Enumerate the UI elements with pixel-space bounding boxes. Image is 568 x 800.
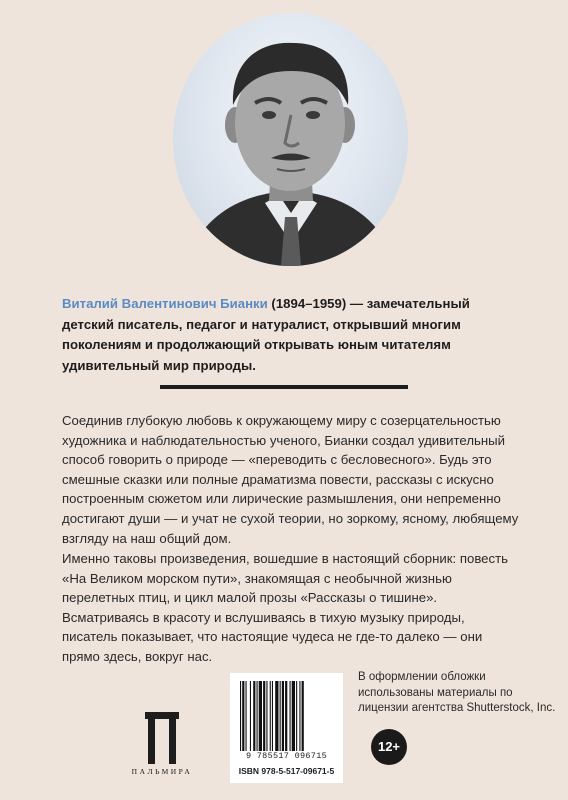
barcode-bar (280, 681, 281, 751)
barcode-bar (290, 681, 291, 751)
author-photo (173, 13, 408, 266)
section-divider (160, 385, 408, 389)
barcode-bar (282, 681, 284, 751)
author-intro (62, 294, 522, 376)
publisher-name: ПАЛЬМИРА (131, 767, 193, 776)
barcode-bar (266, 681, 267, 751)
isbn: ISBN 978-5-517-09671-5 (238, 766, 335, 776)
barcode-bar (299, 681, 300, 751)
barcode-bar (275, 681, 278, 751)
palmyra-column-logo-icon (145, 712, 179, 764)
barcode-bar (292, 681, 295, 751)
barcode-block (230, 673, 343, 783)
age-rating-badge: 12+ (371, 729, 407, 765)
barcode-bar (250, 681, 251, 751)
author-intro-text: (1894–1959) — замечательный детский писатель, педагог и натуралист, открывший многим поколениям и продолжающий открывать юным читателям удивительный мир природы. (62, 296, 470, 373)
description-paragraph-1: Соединив глубокую любовь к окружающему миру с созерцательностью художника и наблюдательностью ученого, Бианки создал удивительный способ говорить о природе — «переводить с бесловесного». Будь это смешные сказки или полные драматизма повести, рассказы с искусно построенным сюжетом или лирические размышления, они непременно достигают души — и учат не сухой теории, но зоркому, ясному, любящему взгляду на наш общий дом. (62, 413, 519, 546)
barcode-bar (253, 681, 255, 751)
barcode-bar (285, 681, 287, 751)
barcode-bar (257, 681, 258, 751)
barcode-bar (242, 681, 244, 751)
barcode-digits: 9 785517 096715 (245, 751, 327, 761)
barcode (238, 681, 335, 753)
author-portrait (173, 13, 408, 266)
barcode-bar (263, 681, 265, 751)
barcode-bar (240, 681, 241, 751)
author-name: Виталий Валентинович Бианки (62, 296, 268, 311)
image-credit: В оформлении обложки использованы материалы по лицензии агентства Shutterstock, Inc. (358, 671, 556, 714)
description-paragraph-2: Именно таковы произведения, вошедшие в настоящий сборник: повесть «На Великом морском пути», знакомящая с необычной жизнью перелетных птиц, и цикл малой прозы «Рассказы о тишине». Всматриваясь в красоту и вслушиваясь в тихую музыку природы, писатель показывает, что настоящие чудеса не где-то далеко — они прямо здесь, вокруг нас. (62, 551, 509, 664)
barcode-bar (270, 681, 271, 751)
barcode-bar (246, 681, 247, 751)
barcode-bar (272, 681, 273, 751)
barcode-bar (302, 681, 304, 751)
barcode-bar (259, 681, 262, 751)
barcode-bar (296, 681, 297, 751)
